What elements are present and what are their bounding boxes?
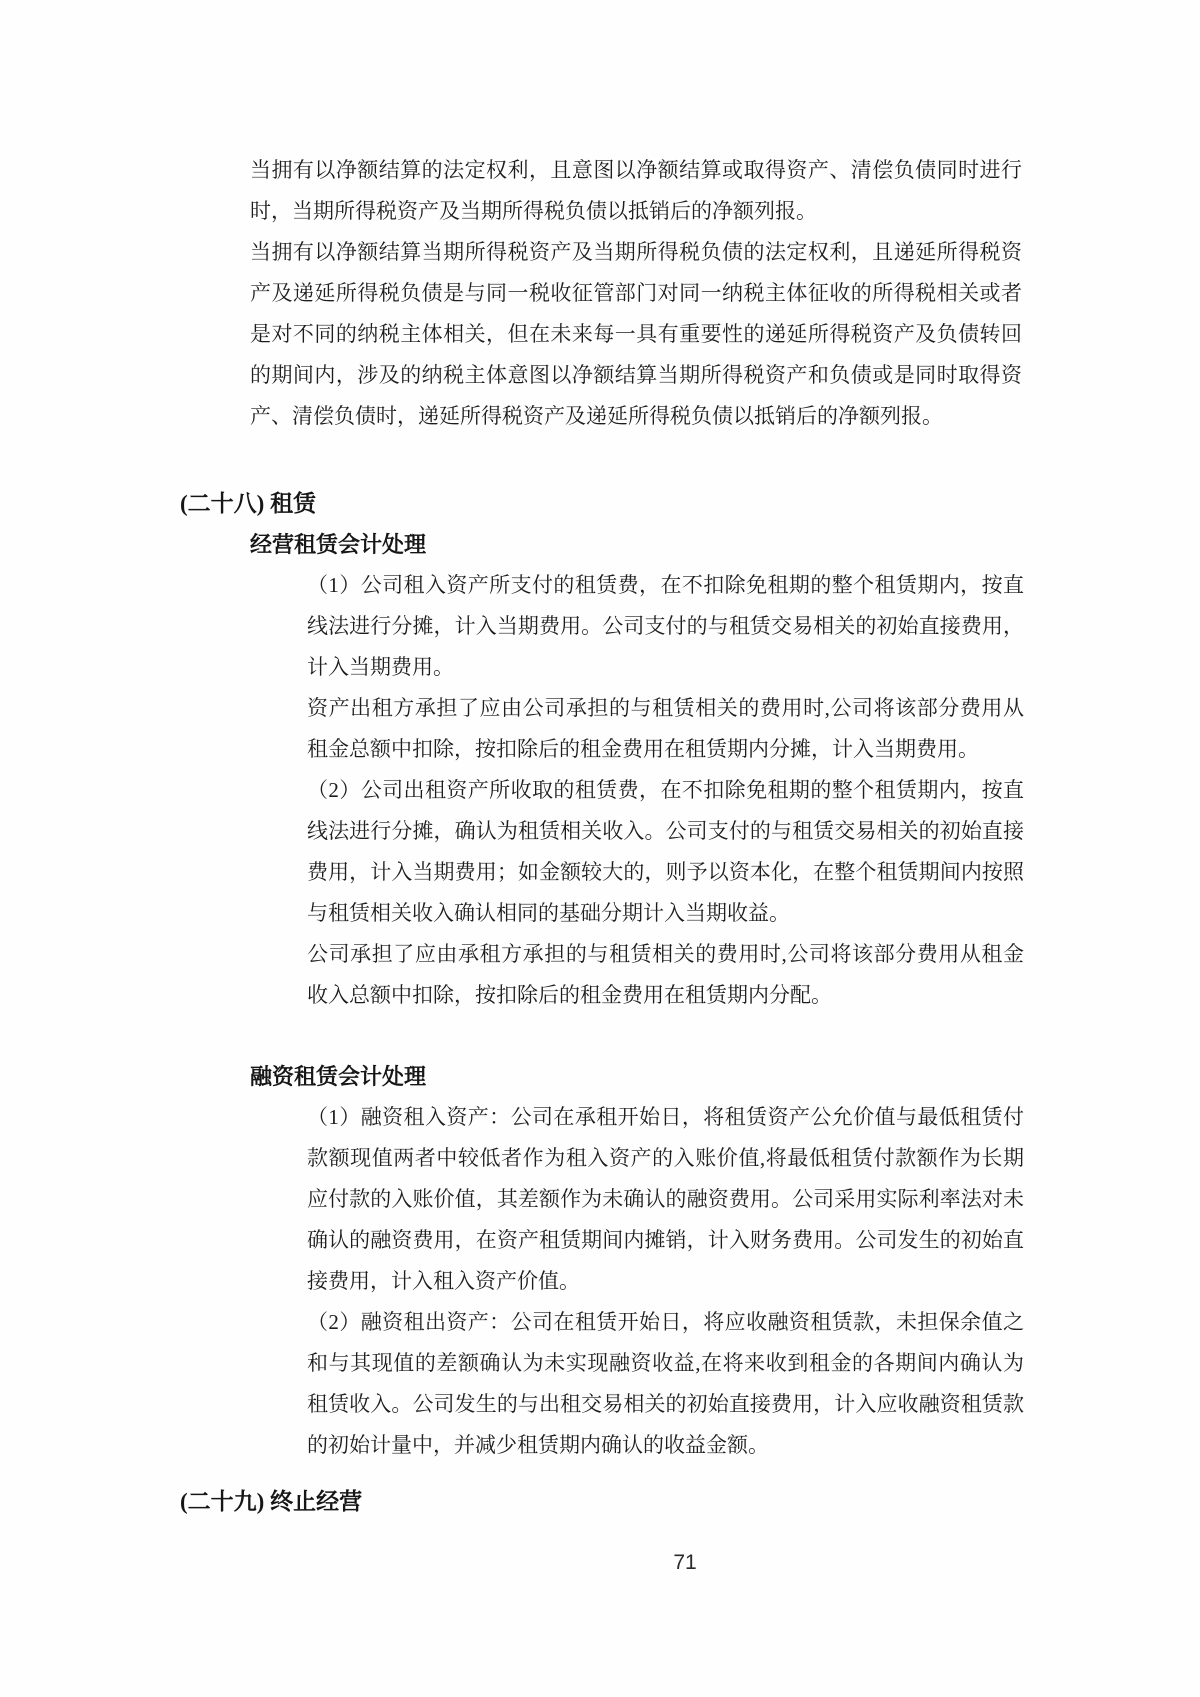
operating-lease-heading: 经营租赁会计处理: [250, 532, 427, 557]
finance-lease-paragraph-1: （1）融资租入资产：公司在承租开始日，将租赁资产公允价值与最低租赁付款额现值两者中较低者作为租入资产的入账价值,将最低租赁付款额作为长期应付款的入账价值，其差额作为未确认的融资费用。公司采用实际利率法对未确认的融资费用，在资产租赁期间内摊销，计入财务费用。公司发生的初始直接费用，计入租入资产价值。: [307, 1105, 1024, 1293]
finance-lease-paragraph-2: （2）融资租出资产：公司在租赁开始日，将应收融资租赁款，未担保余值之和与其现值的差额确认为未实现融资收益,在将来收到租金的各期间内确认为租赁收入。公司发生的与出租交易相关的初始直接费用，计入应收融资租赁款的初始计量中，并减少租赁期内确认的收益金额。: [307, 1310, 1024, 1457]
page-number: 71: [673, 1551, 697, 1574]
operating-lease-paragraph-1: （1）公司租入资产所支付的租赁费，在不扣除免租期的整个租赁期内，按直线法进行分摊，计入当期费用。公司支付的与租赁交易相关的初始直接费用，计入当期费用。: [307, 573, 1024, 679]
operating-lease-paragraph-3: （2）公司出租资产所收取的租赁费，在不扣除免租期的整个租赁期内，按直线法进行分摊，确认为租赁相关收入。公司支付的与租赁交易相关的初始直接费用，计入当期费用；如金额较大的，则予以资本化，在整个租赁期间内按照与租赁相关收入确认相同的基础分期计入当期收益。: [307, 778, 1024, 925]
section-28-heading: (二十八) 租赁: [180, 491, 317, 516]
finance-lease-heading: 融资租赁会计处理: [250, 1064, 427, 1089]
intro-paragraph-1: 当拥有以净额结算的法定权利，且意图以净额结算或取得资产、清偿负债同时进行时，当期所得税资产及当期所得税负债以抵销后的净额列报。: [250, 158, 1022, 223]
operating-lease-paragraph-2: 资产出租方承担了应由公司承担的与租赁相关的费用时,公司将该部分费用从租金总额中扣除，按扣除后的租金费用在租赁期内分摊，计入当期费用。: [307, 696, 1024, 761]
intro-paragraph-2: 当拥有以净额结算当期所得税资产及当期所得税负债的法定权利，且递延所得税资产及递延所得税负债是与同一税收征管部门对同一纳税主体征收的所得税相关或者是对不同的纳税主体相关，但在未来每一具有重要性的递延所得税资产及负债转回的期间内，涉及的纳税主体意图以净额结算当期所得税资产和负债或是同时取得资产、清偿负债时，递延所得税资产及递延所得税负债以抵销后的净额列报。: [250, 240, 1022, 428]
section-29-heading: (二十九) 终止经营: [180, 1489, 363, 1514]
operating-lease-paragraph-4: 公司承担了应由承租方承担的与租赁相关的费用时,公司将该部分费用从租金收入总额中扣除，按扣除后的租金费用在租赁期内分配。: [307, 942, 1024, 1007]
